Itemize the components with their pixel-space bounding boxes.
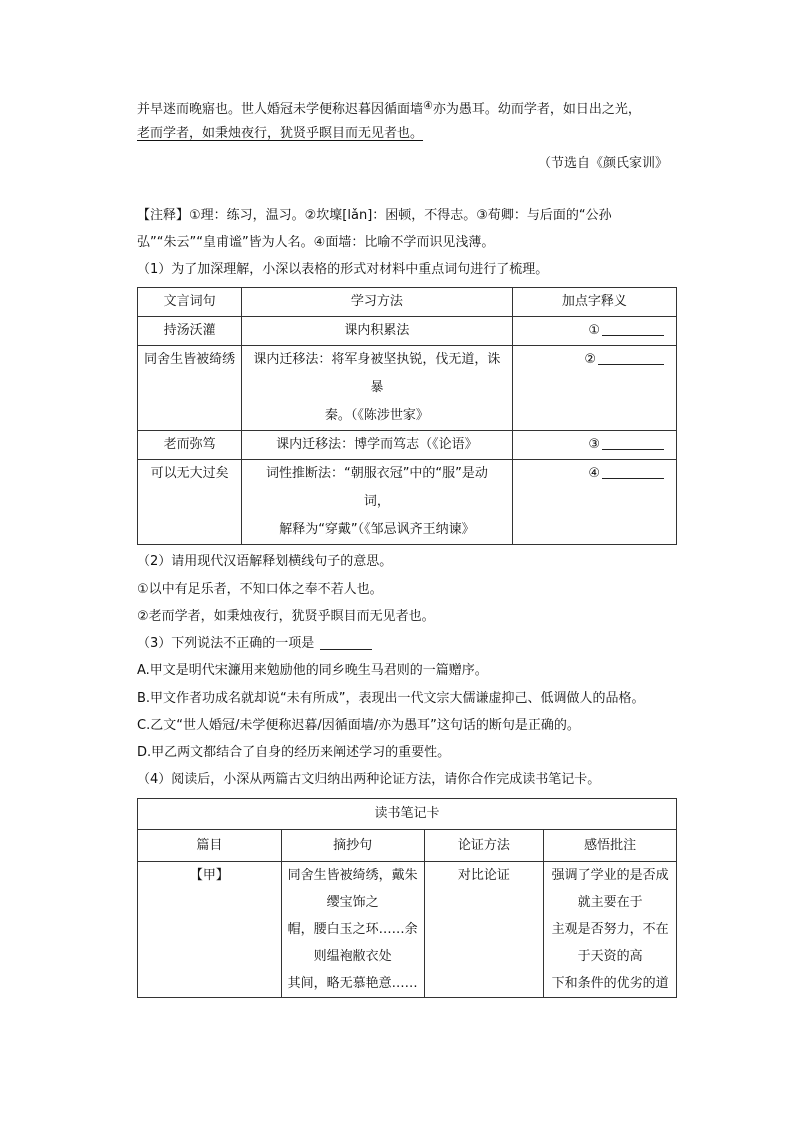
phrase-cell: 老而弥笃 <box>138 431 242 460</box>
excerpt-cell <box>281 862 424 998</box>
card-header: 感悟批注 <box>544 830 677 862</box>
comment-cell <box>544 862 677 998</box>
reading-notes-card <box>137 798 677 998</box>
blank-number: ① <box>588 323 600 338</box>
card-header-row <box>138 830 677 862</box>
blank-number: ④ <box>588 466 600 481</box>
excerpt-line: 则缊袍敝衣处 <box>313 949 392 964</box>
option-c: C.乙文“世人婚冠/未学便称迟暮/因循面墙/亦为愚耳”这句话的断句是正确的。 <box>137 718 580 733</box>
question-2-item-2: ②老而学者，如秉烛夜行，犹贤乎瞑目而无见者也。 <box>137 609 435 624</box>
excerpt-line: 帽，腰白玉之环……余 <box>287 922 418 937</box>
underlined-sentence: 老而学者，如秉烛夜行，犹贤乎瞑目而无见者也。 <box>137 126 424 141</box>
excerpt-line: 同舍生皆被绮绣，戴朱 <box>287 868 418 883</box>
comment-line: 于天资的高 <box>577 949 643 964</box>
question-4-prompt: （4）阅读后，小深从两篇古文归纳出两种论证方法，请你合作完成读书笔记卡。 <box>137 772 601 787</box>
card-title-cell: 【甲】 <box>138 862 282 998</box>
method-line: 秦。（《陈涉世家》 <box>324 408 429 423</box>
blank-number: ③ <box>588 437 600 452</box>
answer-blank[interactable] <box>512 460 676 545</box>
question-2-item-1: ①以中有足乐者，不知口体之奉不若人也。 <box>137 582 383 597</box>
comment-line: 主观是否努力，不在 <box>551 922 669 937</box>
passage-line-1 <box>137 96 641 120</box>
card-header: 篇目 <box>138 830 282 862</box>
card-title: 读书笔记卡 <box>138 799 677 830</box>
passage-text: 亦为愚耳。幼而学者，如日出之光， <box>432 102 641 117</box>
comment-line: 强调了学业的是否成 <box>551 868 669 883</box>
method-line: 词， <box>363 494 390 509</box>
table-row <box>138 317 677 346</box>
excerpt-line: 其间，略无慕艳意…… <box>287 976 418 991</box>
card-header: 摘抄句 <box>281 830 424 862</box>
notes-line-1: 【注释】①理：练习，温习。②坎壈[lǎn]：困顿，不得志。③荀卿：与后面的“公孙 <box>137 208 612 223</box>
answer-blank[interactable] <box>320 635 372 650</box>
option-d: D.甲乙两文都结合了自身的经历来阐述学习的重要性。 <box>137 745 451 760</box>
passage-line-2 <box>137 124 423 144</box>
notes-line-2: 弘”“朱云”“皇甫谧”皆为人名。④面墙：比喻不学而识见浅薄。 <box>137 235 495 250</box>
blank-number: ② <box>584 352 596 367</box>
method-cell: 对比论证 <box>424 862 544 998</box>
answer-blank[interactable] <box>512 346 676 431</box>
excerpt-line: 缨宝饰之 <box>326 895 379 910</box>
note-marker: ④ <box>423 99 433 112</box>
vocab-table <box>137 287 677 545</box>
method-cell: 课内迁移法：博学而笃志（《论语》 <box>242 431 513 460</box>
card-title-row <box>138 799 677 830</box>
table-header: 文言词句 <box>138 288 242 317</box>
phrase-cell: 持汤沃灌 <box>138 317 242 346</box>
method-cell <box>242 346 513 431</box>
table-header: 加点字释义 <box>512 288 676 317</box>
method-line: 解释为“穿戴”（《邹忌讽齐王纳谏》 <box>279 522 475 537</box>
question-2-prompt: （2）请用现代汉语解释划横线句子的意思。 <box>137 554 393 569</box>
method-line: 暴 <box>370 380 384 395</box>
comment-line: 下和条件的优劣的道 <box>551 976 669 991</box>
phrase-cell: 同舍生皆被绮绣 <box>138 346 242 431</box>
question-1-prompt: （1）为了加深理解，小深以表格的形式对材料中重点词句进行了梳理。 <box>137 262 549 277</box>
passage-text: 并早迷而晚寤也。世人婚冠未学便称迟暮因循面墙 <box>137 102 424 117</box>
table-row <box>138 346 677 431</box>
method-line: 词性推断法：“朝服衣冠”中的“服”是动 <box>265 466 488 481</box>
comment-line: 就主要在于 <box>577 895 643 910</box>
answer-blank[interactable] <box>512 431 676 460</box>
table-row <box>138 431 677 460</box>
question-3-prompt <box>137 634 372 654</box>
table-row <box>138 460 677 545</box>
table-header-row <box>138 288 677 317</box>
method-cell: 课内积累法 <box>242 317 513 346</box>
table-header: 学习方法 <box>242 288 513 317</box>
passage-source: （节选自《颜氏家训》 <box>537 156 668 171</box>
option-b: B.甲文作者功成名就却说“未有所成”，表现出一代文宗大儒谦虚抑己、低调做人的品格。 <box>137 691 645 706</box>
method-cell <box>242 460 513 545</box>
method-line: 课内迁移法：将军身被坚执锐，伐无道，诛 <box>253 352 501 367</box>
phrase-cell: 可以无大过矣 <box>138 460 242 545</box>
option-a: A.甲文是明代宋濂用来勉励他的同乡晚生马君则的一篇赠序。 <box>137 663 488 678</box>
question-3-text: （3）下列说法不正确的一项是 <box>137 636 315 651</box>
card-row <box>138 862 677 998</box>
card-header: 论证方法 <box>424 830 544 862</box>
answer-blank[interactable] <box>512 317 676 346</box>
